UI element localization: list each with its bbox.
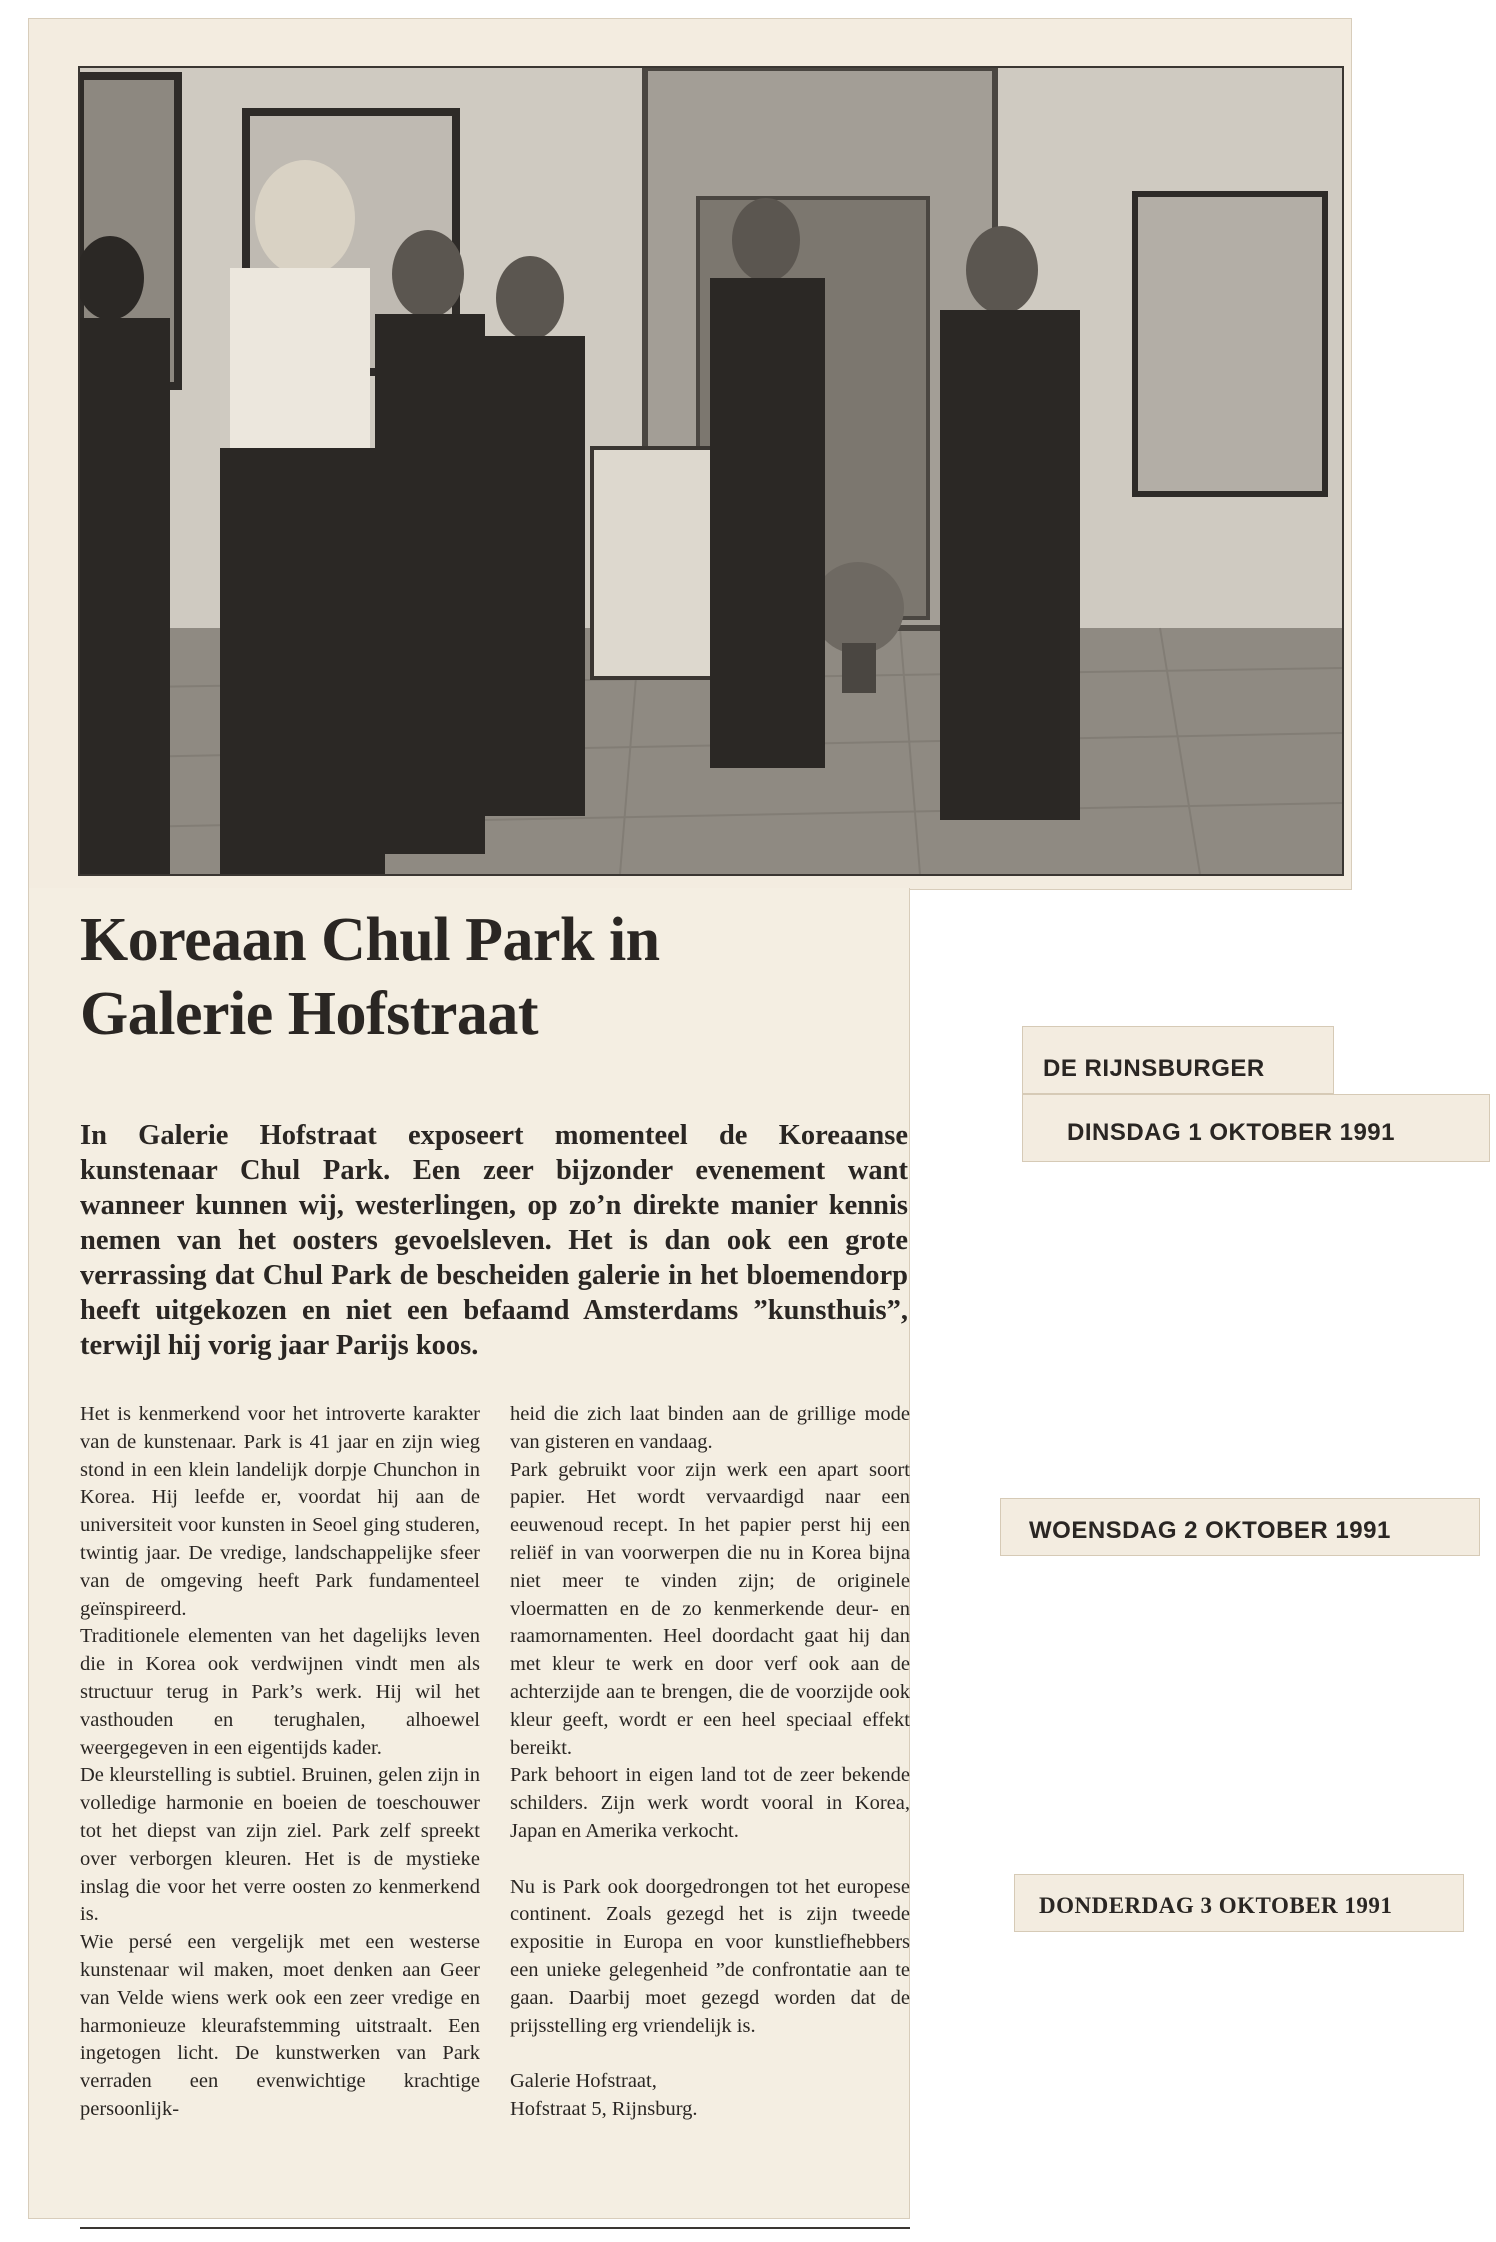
paragraph: Park gebruikt voor zijn werk een apart soort papier. Het wordt vervaardigd naar een eeuwenoud recept. In het papier perst hij een reliëf in van voorwerpen die nu in Korea bijna niet meer te vinden zijn; de originele vloermatten en de zo kenmerkende deur- en raamornamenten. Heel doordacht gaat hij dan met kleur te werk en door verf ook aan de achterzijde aan te brengen, die de voorzijde ook kleur geeft, wordt er een heel speciaal effekt bereikt. [510, 1458, 910, 1759]
article-photo [78, 66, 1344, 876]
article-headline [80, 903, 900, 1051]
newspaper-name-label: DE RIJNSBURGER [1022, 1026, 1334, 1094]
bottom-rule [80, 2227, 910, 2229]
paragraph: Wie persé een vergelijk met een westerse kunstenaar wil maken, moet denken aan Geer van Velde wiens werk ook een zeer vredige en harmonieuze kleurafstemming uitstraalt. Een ingetogen licht. De kunstwerken van Park verraden een evenwichtige krachtige persoonlijk- [80, 1931, 480, 2120]
article-column-2 [510, 1401, 910, 2124]
headline-line-1: Koreaan Chul Park in [80, 906, 660, 974]
headline-line-2: Galerie Hofstraat [80, 980, 539, 1048]
address-line-1: Galerie Hofstraat, [510, 2070, 657, 2093]
paragraph: Nu is Park ook doorgedrongen tot het europese continent. Zoals gezegd het is zijn tweede expositie in Europa en voor kunstliefhebbers een unieke gelegenheid ”de confrontatie aan te gaan. Daarbij moet gezegd worden dat de prijsstelling erg vriendelijk is. [510, 1875, 910, 2037]
paragraph: De kleurstelling is subtiel. Bruinen, gelen zijn in volledige harmonie en boeien de toeschouwer tot het diepst van zijn ziel. Park zelf spreekt over verborgen kleuren. Het is de mystieke inslag die voor het verre oosten zo kenmerkend is. [80, 1764, 480, 1926]
paragraph: Park behoort in eigen land tot de zeer bekende schilders. Zijn werk wordt vooral in Korea, Japan en Amerika verkocht. [510, 1764, 910, 1842]
article-lead: In Galerie Hofstraat exposeert momenteel de Koreaanse kunstenaar Chul Park. Een zeer bijzonder evenement want wanneer kunnen wij, westerlingen, op zo’n direkte manier kennis nemen van het oosters gevoelsleven. Het is dan ook een grote verrassing dat Chul Park de bescheiden galerie in het bloemendorp heeft uitgekozen en niet een befaamd Amsterdams ”kunsthuis”, terwijl hij vorig jaar Parijs koos. [80, 1120, 908, 1361]
date-label-3: DONDERDAG 3 OKTOBER 1991 [1014, 1874, 1464, 1932]
gallery-address [510, 2068, 910, 2124]
address-line-2: Hofstraat 5, Rijnsburg. [510, 2097, 698, 2120]
paragraph: Traditionele elementen van het dagelijks leven die in Korea ook verdwijnen vindt men als structuur terug in Park’s werk. Hij wil het vasthouden en terughalen, alhoewel weergegeven in een eigentijds kader. [80, 1625, 480, 1759]
date-label-2: WOENSDAG 2 OKTOBER 1991 [1000, 1498, 1480, 1556]
article-column-1 [80, 1401, 480, 2124]
date-label-1: DINSDAG 1 OKTOBER 1991 [1022, 1094, 1490, 1162]
paragraph: heid die zich laat binden aan de grillige mode van gisteren en vandaag. [510, 1403, 910, 1453]
gallery-opening-photo [80, 68, 1342, 874]
paragraph: Het is kenmerkend voor het introverte karakter van de kunstenaar. Park is 41 jaar en zijn wieg stond in een klein landelijk dorpje Chunchon in Korea. Hij leefde er, voordat hij aan de universiteit voor kunsten in Seoel ging studeren, twintig jaar. De vredige, landschappelijke sfeer van de omgeving heeft Park fundamenteel geïnspireerd. [80, 1403, 480, 1620]
